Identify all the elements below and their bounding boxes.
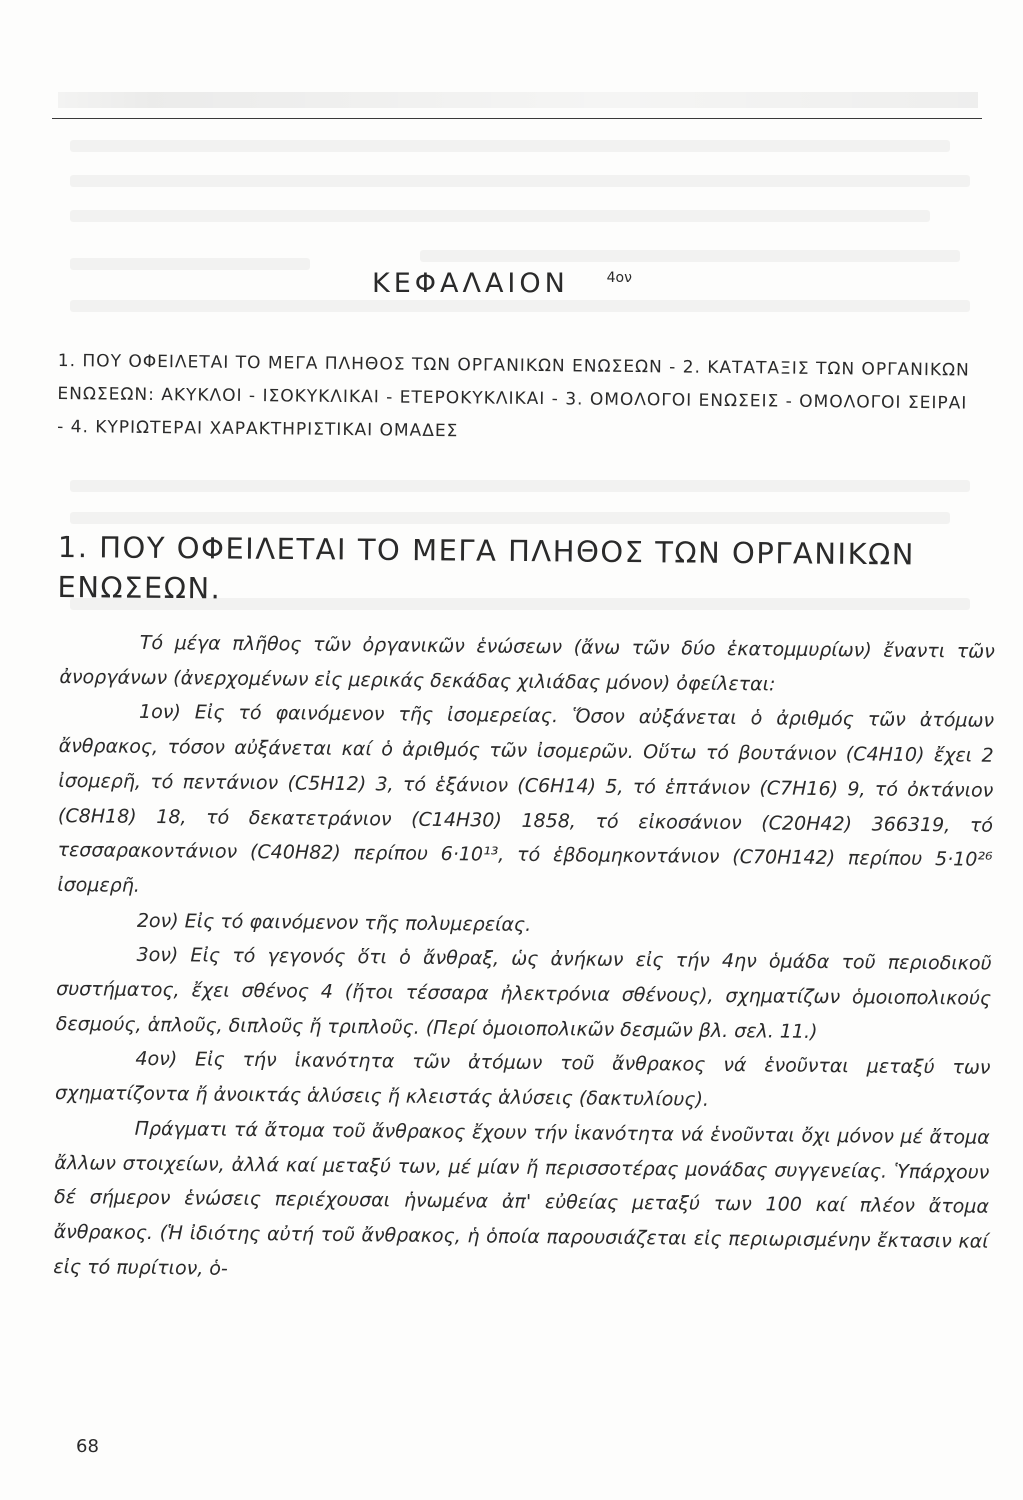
bleed-through-header (58, 92, 978, 108)
header-rule (52, 118, 982, 119)
chapter-title (372, 268, 632, 299)
paragraph: 1ον) Εἰς τό φαινόμενον τῆς ἰσομερείας. Ὅσον αὐξάνεται ὁ ἀριθμός τῶν ἀτόμων ἄνθρακος, τόσον αὐξάνεται καί ὁ ἀριθμός τῶν ἰσομερῶν. Οὕτω τό βουτάνιον (C4H10) ἔχει 2 ἰσομερῆ, τό πεντάνιον (C5H12) 3, τό ἑξάνιον (C6H14) 5, τό ἑπτάνιον (C7H16) 9, τό ὀκτάνιον (C8H18) 18, τό δεκατετράνιον (C14H30) 1858, τό εἰκοσάνιον (C20H42) 366319, τό τεσσαρακοντάνιον (C40H82) περίπου 6·10¹³, τό ἑβδομηκοντάνιον (C70H142) περίπου 5·10²⁶ ἰσομερῆ. (57, 701, 995, 897)
section-heading: 1. ΠΟΥ ΟΦΕΙΛΕΤΑΙ ΤΟ ΜΕΓΑ ΠΛΗΘΟΣ ΤΩΝ ΟΡΓΑΝΙΚΩΝ ΕΝΩΣΕΩΝ. (57, 529, 916, 606)
paragraph: 4ον) Εἰς τήν ἱκανότητα τῶν ἀτόμων τοῦ ἄνθρακος νά ἑνοῦνται μεταξύ των σχηματίζοντα ἤ ἀνοικτάς ἁλύσεις ἤ κλειστάς ἁλύσεις (δακτυλίους). (54, 1048, 991, 1111)
body-text (53, 625, 995, 1294)
bleed-through-mark (420, 250, 960, 262)
bleed-through-mark (70, 210, 930, 222)
paragraph: 3ον) Εἰς τό γεγονός ὅτι ὁ ἄνθραξ, ὡς ἀνήκων εἰς τήν 4ην ὁμάδα τοῦ περιοδικοῦ συστήματος, ἔχει σθένος 4 (ἤτοι τέσσαρα ἠλεκτρόνια σθένους), σχηματίζων ὁμοιοπολικούς δεσμούς, ἁπλοῦς, διπλοῦς ἤ τριπλοῦς. (Περί ὁμοιοπολικῶν δεσμῶν βλ. σελ. 11.) (55, 944, 992, 1043)
paragraph: 2ον) Εἰς τό φαινόμενον τῆς πολυμερείας. (136, 909, 532, 936)
chapter-label: ΚΕΦΑΛΑΙΟΝ (372, 268, 569, 299)
bleed-through-mark (70, 512, 950, 524)
paragraph: Πράγματι τά ἄτομα τοῦ ἄνθρακος ἔχουν τήν ἱκανότητα νά ἑνοῦνται ὄχι μόνον μέ ἄτομα ἄλλων στοιχείων, ἀλλά καί μεταξύ των, μέ μίαν ἤ περισσοτέρας μονάδας συγγενείας. Ὑπάρχουν δέ σήμερον ἑνώσεις περιέχουσαι ἡνωμένα ἀπ' εὐθείας μεταξύ των 100 καί πλέον ἄτομα ἄνθρακος. (Ἡ ἰδιότης αὐτή τοῦ ἄνθρακος, ἡ ὁποία παρουσιάζεται εἰς περιωρισμένην ἔκτασιν καί εἰς τό πυρίτιον, ὁ- (53, 1117, 990, 1280)
chapter-summary: 1. ΠΟΥ ΟΦΕΙΛΕΤΑΙ ΤΟ ΜΕΓΑ ΠΛΗΘΟΣ ΤΩΝ ΟΡΓΑΝΙΚΩΝ ΕΝΩΣΕΩΝ - 2. ΚΑΤΑΤΑΞΙΣ ΤΩΝ ΟΡΓΑΝΙΚΩΝ ΕΝΩΣΕΩΝ: ΑΚΥΚΛΟΙ - ΙΣΟΚΥΚΛΙΚΑΙ - ΕΤΕΡΟΚΥΚΛΙΚΑΙ - 3. ΟΜΟΛΟΓΟΙ ΕΝΩΣΕΙΣ - ΟΜΟΛΟΓΟΙ ΣΕΙΡΑΙ - 4. ΚΥΡΙΩΤΕΡΑΙ ΧΑΡΑΚΤΗΡΙΣΤΙΚΑΙ ΟΜΑΔΕΣ (57, 350, 970, 442)
chapter-ordinal: 4ον (606, 270, 632, 286)
paragraph: Τό μέγα πλῆθος τῶν ὀργανικῶν ἑνώσεων (ἄνω τῶν δύο ἑκατομμυρίων) ἔναντι τῶν ἀνοργάνων (ἀνερχομένων εἰς μερικάς δεκάδας χιλιάδας μόνον) ὀφείλεται: (59, 631, 995, 696)
bleed-through-mark (70, 300, 970, 312)
page-number: 68 (76, 1436, 99, 1457)
bleed-through-mark (70, 140, 950, 152)
bleed-through-mark (70, 480, 970, 492)
bleed-through-mark (70, 258, 310, 270)
bleed-through-mark (70, 175, 970, 187)
